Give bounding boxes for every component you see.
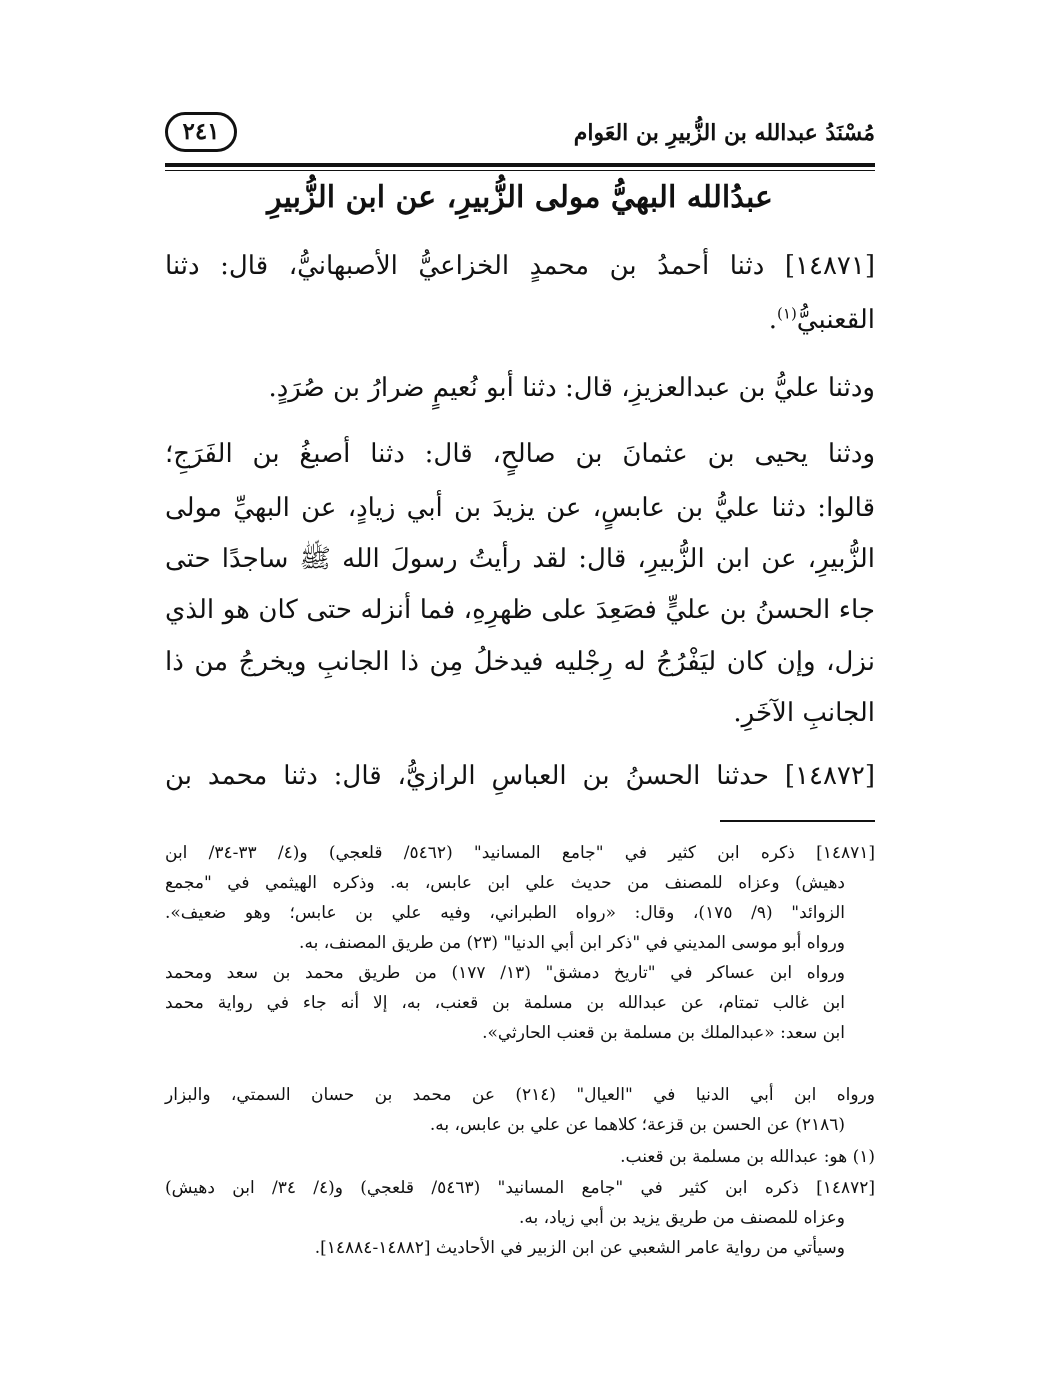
header-rule-thin [165, 170, 875, 171]
footnote-line: ابن غالب تمتام، عن عبدالله بن مسلمة بن قعنب، به، إلا أنه جاء في رواية محمد [165, 993, 845, 1013]
footnote-line: [١٤٨٧٢] ذكره ابن كثير في "جامع المسانيد" (٥٤٦٣/ قلعجي) و(٤/ ٣٤/ ابن دهيش) [165, 1178, 875, 1198]
footnote-line: (١) هو: عبدالله بن مسلمة بن قعنب. [620, 1147, 875, 1167]
footnote-marker: (١) [777, 304, 797, 323]
body-line: جاء الحسنُ بن عليٍّ فصَعِدَ على ظهرِهِ، فما أنزله حتى كان هو الذي [165, 595, 875, 625]
footnote-line: ورواه ابن أبي الدنيا في "العيال" (٢١٤) عن محمد بن حسان السمتي، والبزار [165, 1085, 876, 1105]
body-line: [١٤٨٧١] دثنا أحمدُ بن محمدٍ الخزاعيُّ الأصبهانيُّ، قال: دثنا [165, 251, 875, 281]
body-line: [١٤٨٧٢] حدثنا الحسنُ بن العباسِ الرازيُّ، قال: دثنا محمد بن [165, 761, 875, 791]
section-heading: عبدُالله البهيُّ مولى الزُّبيرِ، عن ابن الزُّبيرِ [267, 180, 773, 215]
body-line: نزل، وإن كان ليَفْرُجُ له رِجْليه فيدخلُ مِن ذا الجانبِ ويخرجُ من ذا [165, 647, 875, 677]
body-line: قالوا: دثنا عليُّ بن عابسٍ، عن يزيدَ بن أبي زيادٍ، عن البهيِّ مولى [165, 493, 875, 523]
footnote-line: [١٤٨٧١] ذكره ابن كثير في "جامع المسانيد" (٥٤٦٢/ قلعجي) و(٤/ ٣٣-٣٤/ ابن [165, 843, 875, 863]
footnote-line: دهيش) وعزاه للمصنف من حديث علي ابن عابس، به. وذكره الهيثمي في "مجمع [165, 873, 845, 893]
footnote-line: ورواه ابن عساكر في "تاريخ دمشق" (١٣/ ١٧٧) من طريق محمد بن سعد ومحمد [165, 963, 845, 983]
footnote-separator [720, 820, 875, 822]
body-line: ودثنا يحيى بن عثمانَ بن صالحٍ، قال: دثنا أصبغُ بن الفَرَجِ؛ [165, 439, 875, 469]
footnote-line: وسيأتي من رواية عامر الشعبي عن ابن الزبير في الأحاديث [١٤٨٨٢-١٤٨٨٤]. [314, 1238, 845, 1258]
body-text: القعنبيُّ [796, 305, 875, 335]
footnote-line: الزوائد" (٩/ ١٧٥)، وقال: «رواه الطبراني، وفيه علي بن عابس؛ وهو ضعيف». [165, 903, 846, 923]
footnote-line: ابن سعد: «عبدالملك بن مسلمة بن قعنب الحارثي». [482, 1023, 845, 1043]
footnote-line: ورواه أبو موسى المديني في "ذكر ابن أبي الدنيا" (٢٣) من طريق المصنف، به. [299, 933, 845, 953]
body-line: الجانبِ الآخَرِ. [733, 698, 875, 728]
page-header [165, 110, 875, 160]
footnote-line: وعزاه للمصنف من طريق يزيد بن أبي زياد، به. [518, 1208, 845, 1228]
running-title: مُسْنَدُ عبدالله بن الزُّبيرِ بن العَوام [573, 120, 875, 146]
page-number: ٢٤١ [165, 112, 237, 152]
footnote-line: (٢١٨٦) عن الحسن بن قزعة؛ كلاهما عن علي بن عابس، به. [429, 1115, 845, 1135]
body-line [165, 294, 875, 346]
body-line: ودثنا عليُّ بن عبدالعزيزِ، قال: دثنا أبو نُعيمٍ ضرارُ بن صُرَدٍ. [268, 373, 875, 403]
header-rule-thick [165, 163, 875, 167]
body-line: الزُّبيرِ، عن ابن الزُّبيرِ، قال: لقد رأيتُ رسولَ الله ﷺ ساجدًا حتى [165, 544, 875, 574]
body-text: . [768, 305, 778, 335]
